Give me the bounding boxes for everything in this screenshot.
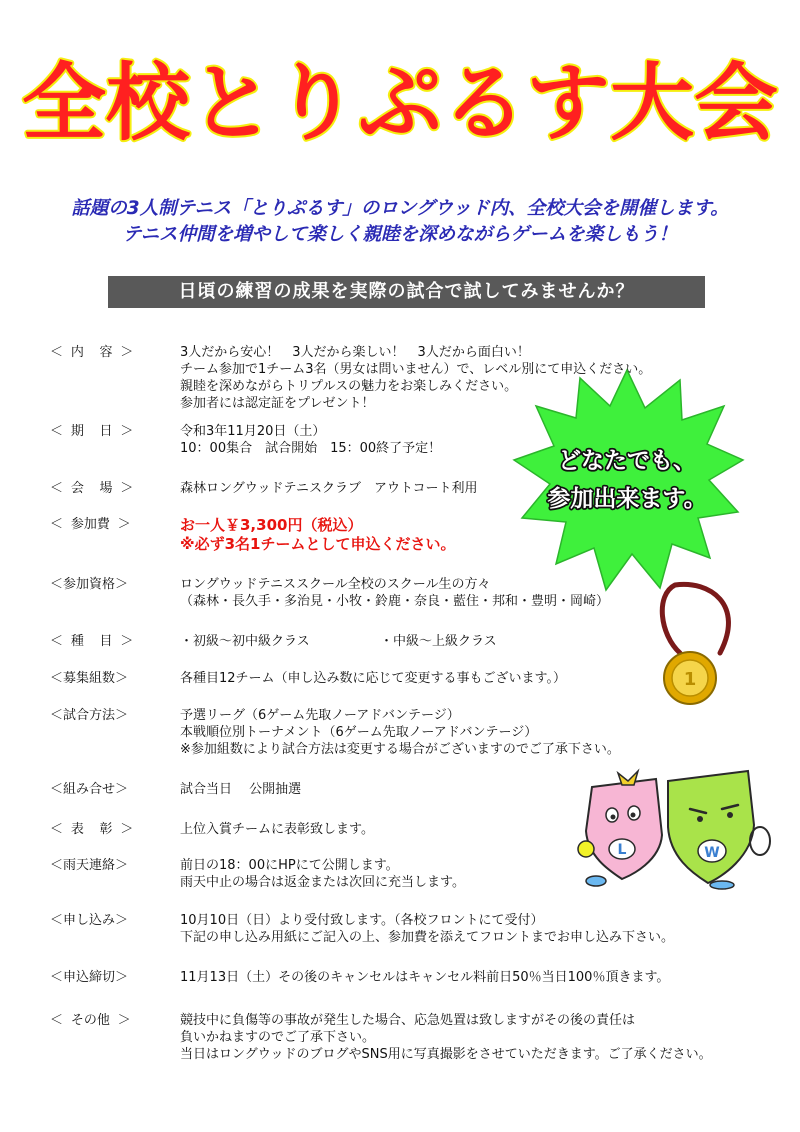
title-area xyxy=(0,36,800,156)
intro-line-2: テニス仲間を増やして楽しく親睦を深めながらゲームを楽しもう！ xyxy=(122,224,678,245)
fee-amount: お一人￥3,300円（税込） xyxy=(180,516,363,534)
venue-line-1: 森林ロングウッドテニスクラブ アウトコート利用 xyxy=(180,481,478,496)
intro-line-1: 話題の3人制テニス「とりぷるす」のロングウッド内、全校大会を開催します。 xyxy=(71,198,729,219)
body-other xyxy=(180,1012,780,1063)
label-fee: ＜ 参加費 ＞ xyxy=(50,517,131,532)
format-line-2: 本戦順位別トーナメント（6ゲーム先取ノーアドバンテージ） xyxy=(180,725,538,740)
content-line-3: 親睦を深めながらトリプルスの魅力をお楽しみください。 xyxy=(180,379,518,394)
content-line-2: チーム参加で1チーム3名（男女は問いません）で、レベル別にて申込ください。 xyxy=(180,362,652,377)
eligibility-line-1: ロングウッドテニススクール全校のスクール生の方々 xyxy=(180,577,491,592)
teams-line-1: 各種目12チーム（申し込み数に応じて変更する事もございます。） xyxy=(180,671,567,686)
category-item-2: ・中級～上級クラス xyxy=(380,634,497,649)
medal-ribbon xyxy=(662,584,728,653)
event-title: 全校とりぷるす大会 xyxy=(21,54,779,152)
label-category: ＜ 種 目 ＞ xyxy=(50,634,134,649)
label-deadline: ＜申込締切＞ xyxy=(50,970,129,985)
label-other: ＜ その他 ＞ xyxy=(50,1013,131,1028)
award-line-1: 上位入賞チームに表彰致します。 xyxy=(180,822,374,837)
label-content: ＜ 内 容 ＞ xyxy=(50,345,134,360)
date-line-1: 令和3年11月20日（土） xyxy=(180,424,326,439)
label-eligibility: ＜参加資格＞ xyxy=(50,577,129,592)
starburst-line-1: どなたでも、 xyxy=(558,448,696,474)
label-date: ＜ 期 日 ＞ xyxy=(50,424,134,439)
label-venue: ＜ 会 場 ＞ xyxy=(50,481,134,496)
starburst-callout xyxy=(510,368,745,593)
date-line-2: 10：00集合 試合開始 15：00終了予定！ xyxy=(180,441,442,456)
medal-number: 1 xyxy=(683,669,697,690)
content-line-4: 参加者には認定証をプレゼント！ xyxy=(180,396,375,411)
starburst-line-2: 参加出来ます。 xyxy=(547,486,707,512)
label-apply: ＜申し込み＞ xyxy=(50,913,129,928)
label-teams: ＜募集組数＞ xyxy=(50,671,129,686)
draw-line-1: 試合当日 公開抽選 xyxy=(180,782,302,797)
green-mascot-letter: W xyxy=(704,845,720,861)
title-graphic xyxy=(0,36,800,156)
deadline-line-1: 11月13日（土）その後のキャンセルはキャンセル料前日50％当日100％頂きます。 xyxy=(180,970,670,985)
content-line-1: 3人だから安心！ 3人だから楽しい！ 3人だから面白い！ xyxy=(180,345,530,360)
pink-mascot-letter: L xyxy=(617,842,627,858)
label-award: ＜ 表 彰 ＞ xyxy=(50,822,134,837)
other-line-3: 当日はロングウッドのブログやSNS用に写真撮影をさせていただきます。ご了承ください。 xyxy=(180,1047,712,1062)
other-line-2: 負いかねますのでご了承下さい。 xyxy=(180,1030,376,1045)
mascot-characters xyxy=(572,765,772,890)
apply-line-2: 下記の申し込み用紙にご記入の上、参加費を添えてフロントまでお申し込み下さい。 xyxy=(180,930,675,945)
label-rain: ＜雨天連絡＞ xyxy=(50,858,129,873)
rain-line-1: 前日の18：00にHPにて公開します。 xyxy=(180,858,399,873)
rain-line-2: 雨天中止の場合は返金または次回に充当します。 xyxy=(180,875,465,890)
category-item-1: ・初級～初中級クラス xyxy=(180,634,310,649)
label-draw: ＜組み合せ＞ xyxy=(50,782,129,797)
pink-mascot xyxy=(578,771,662,886)
headline-banner: 日頃の練習の成果を実際の試合で試してみませんか？ xyxy=(108,276,705,308)
eligibility-line-2: （森林・長久手・多治見・小牧・鈴鹿・奈良・藍住・邦和・豊明・岡崎） xyxy=(180,594,610,609)
body-deadline xyxy=(180,969,780,986)
format-line-1: 予選リーグ（6ゲーム先取ノーアドバンテージ） xyxy=(180,708,460,723)
body-apply xyxy=(180,912,780,946)
other-line-1: 競技中に負傷等の事故が発生した場合、応急処置は致しますがその後の責任は xyxy=(180,1013,636,1028)
intro-text xyxy=(0,196,800,248)
starburst-shape xyxy=(514,370,743,590)
green-mascot xyxy=(668,771,770,889)
fee-note: ※必ず3名1チームとして申込ください。 xyxy=(180,535,456,553)
format-line-3: ※参加組数により試合方法は変更する場合がございますのでご了承下さい。 xyxy=(180,742,620,757)
label-format: ＜試合方法＞ xyxy=(50,708,129,723)
gold-medal-illustration xyxy=(650,575,750,715)
apply-line-1: 10月10日（日）より受付致します。（各校フロントにて受付） xyxy=(180,913,544,928)
